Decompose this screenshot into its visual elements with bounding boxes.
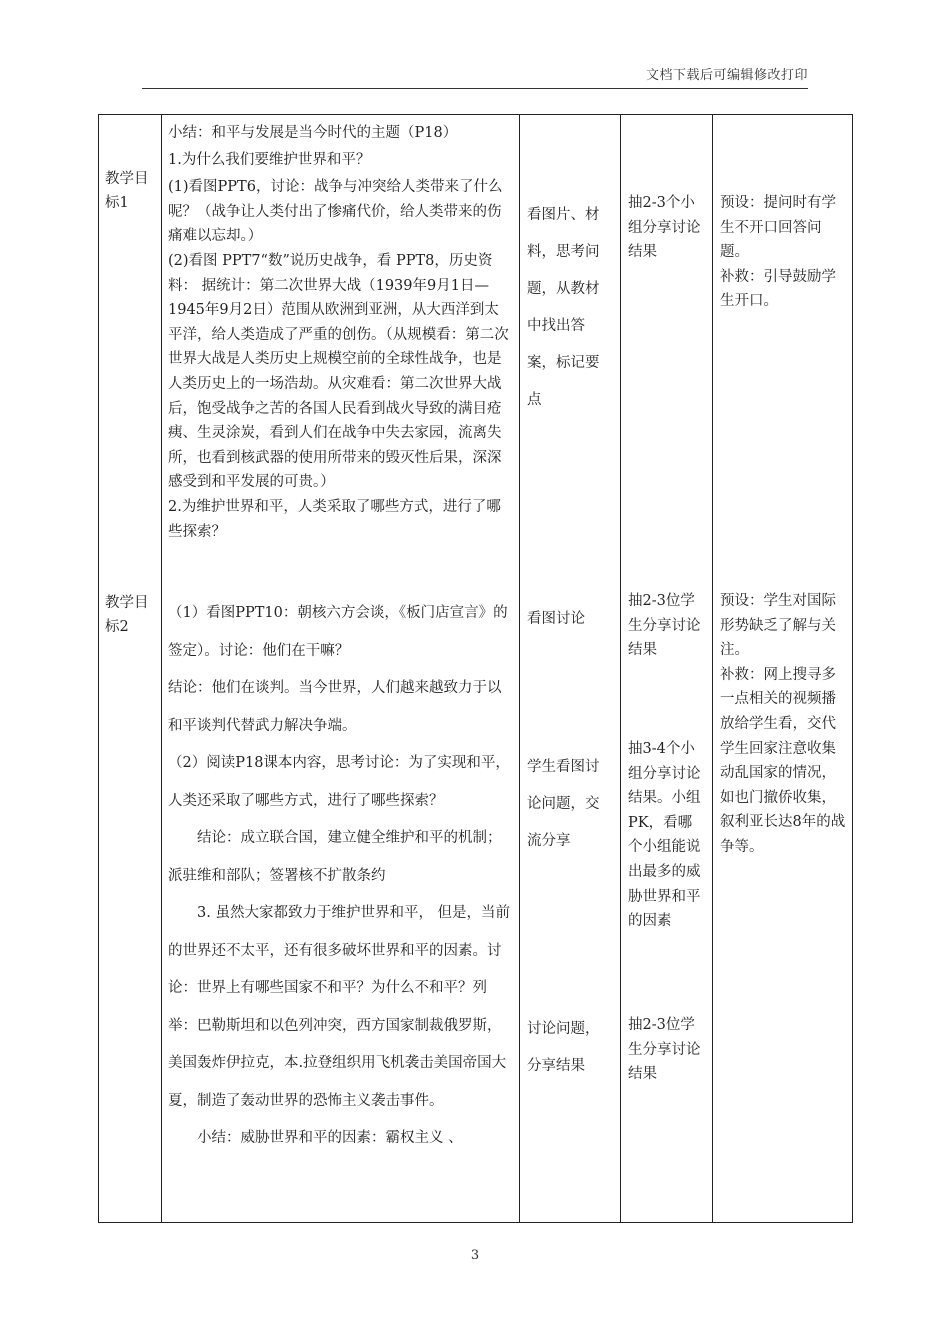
content-item-2: (2)看图 PPT7“数”说历史战争，看 PPT8，历史资料： 据统计：第二次世界大战（1939年9月1日—1945年9月2日）范围从欧洲到亚洲，从大西洋到太平洋，给人类造成了严重的创伤。（从规模看：第二次世界大战是人类历史上规模空前的全球性战争，也是人类历史上的一场浩劫。从灾难看：第二次世界大战后，饱受战争之苦的各国人民看到战火导致的满目疮痍、生灵涂炭，看到人们在战争中失去家园，流离失所，也看到核武器的使用所带来的毁灭性后果，深深感受到和平发展的可贵。） bbox=[168, 252, 509, 491]
content-question-1: 1.为什么我们要维护世界和平？ bbox=[168, 151, 371, 168]
teacher-activity-4: 抽2-3位学生分享讨论结果 bbox=[628, 1017, 701, 1083]
column-divider bbox=[712, 115, 713, 1222]
page-number: 3 bbox=[470, 1248, 480, 1263]
content-conclusion-2: 结论：成立联合国，建立健全维护和平的机制；派驻维和部队；签署核不扩散条约 bbox=[168, 830, 502, 884]
teacher-activity-1: 抽2-3个小组分享讨论结果 bbox=[628, 195, 701, 261]
goal-2-text: 教学目标2 bbox=[105, 595, 149, 635]
column-divider bbox=[620, 115, 621, 1222]
content-summary-2: 小结：威胁世界和平的因素：霸权主义 、 bbox=[197, 1130, 463, 1146]
goal-1-label bbox=[105, 167, 161, 215]
content-item-4: （2）阅读P18课本内容，思考讨论：为了实现和平，人类还采取了哪些方式，进行了哪些探索？ bbox=[168, 755, 510, 809]
lesson-table bbox=[98, 114, 853, 1223]
teacher-activity-3: 抽3-4个小组分享讨论结果。小组PK，看哪个小组能说出最多的威胁世界和平的因素 bbox=[628, 741, 701, 930]
notes-block-1 bbox=[720, 191, 848, 314]
student-activity-2: 看图讨论 bbox=[527, 611, 585, 627]
notes-block-2 bbox=[720, 589, 848, 860]
header-rule bbox=[142, 88, 808, 89]
student-activity-1: 看图片、材料，思考问题，从教材中找出答案，标记要点 bbox=[527, 207, 600, 408]
content-item-3: （1）看图PPT10：朝核六方会谈，《板门店宣言》的签定）。讨论：他们在干嘛？ bbox=[168, 605, 508, 659]
header-text: 文档下载后可编辑修改打印 bbox=[645, 68, 808, 83]
note-remedy-1: 补救：引导鼓励学生开口。 bbox=[720, 268, 836, 310]
note-preset-1: 预设：提问时有学生不开口回答问题。 bbox=[720, 195, 836, 261]
content-summary-1: 小结：和平与发展是当今时代的主题（P18） bbox=[168, 125, 458, 141]
note-preset-2: 预设：学生对国际形势缺乏了解与关注。 bbox=[720, 593, 836, 659]
student-activity-4: 讨论问题，分享结果 bbox=[527, 1021, 600, 1074]
content-item-1: (1)看图PPT6，讨论：战争与冲突给人类带来了什么呢？（战争让人类付出了惨痛代价，给人类带来的伤痛难以忘却。） bbox=[168, 179, 503, 245]
content-block-2 bbox=[168, 595, 513, 1158]
goal-2-label bbox=[105, 591, 161, 639]
content-question-2: 2.为维护世界和平，人类采取了哪些方式，进行了哪些探索？ bbox=[168, 498, 501, 540]
goal-1-text: 教学目标1 bbox=[105, 171, 149, 211]
column-divider bbox=[519, 115, 520, 1222]
note-remedy-2: 补救：网上搜寻多一点相关的视频播放给学生看，交代学生回家注意收集动乱国家的情况，如也门撤侨收集，叙利亚长达8年的战争等。 bbox=[720, 666, 846, 855]
teacher-activity-2: 抽2-3位学生分享讨论结果 bbox=[628, 593, 701, 659]
content-conclusion-1: 结论：他们在谈判。当今世界，人们越来越致力于以和平谈判代替武力解决争端。 bbox=[168, 680, 502, 734]
content-block-1 bbox=[168, 121, 513, 544]
column-divider bbox=[161, 115, 162, 1222]
content-question-3: 3. 虽然大家都致力于维护世界和平， 但是，当前的世界还不太平，还有很多破坏世界和平的因素。讨论：世界上有哪些国家不和平？为什么不和平？列举：巴勒斯坦和以色列冲突，西方国家制裁俄罗斯，美国轰炸伊拉克，本.拉登组织用飞机袭击美国帝国大夏，制造了轰动世界的恐怖主义袭击事件。 bbox=[168, 905, 511, 1109]
student-activity-3: 学生看图讨论问题，交流分享 bbox=[527, 759, 600, 849]
